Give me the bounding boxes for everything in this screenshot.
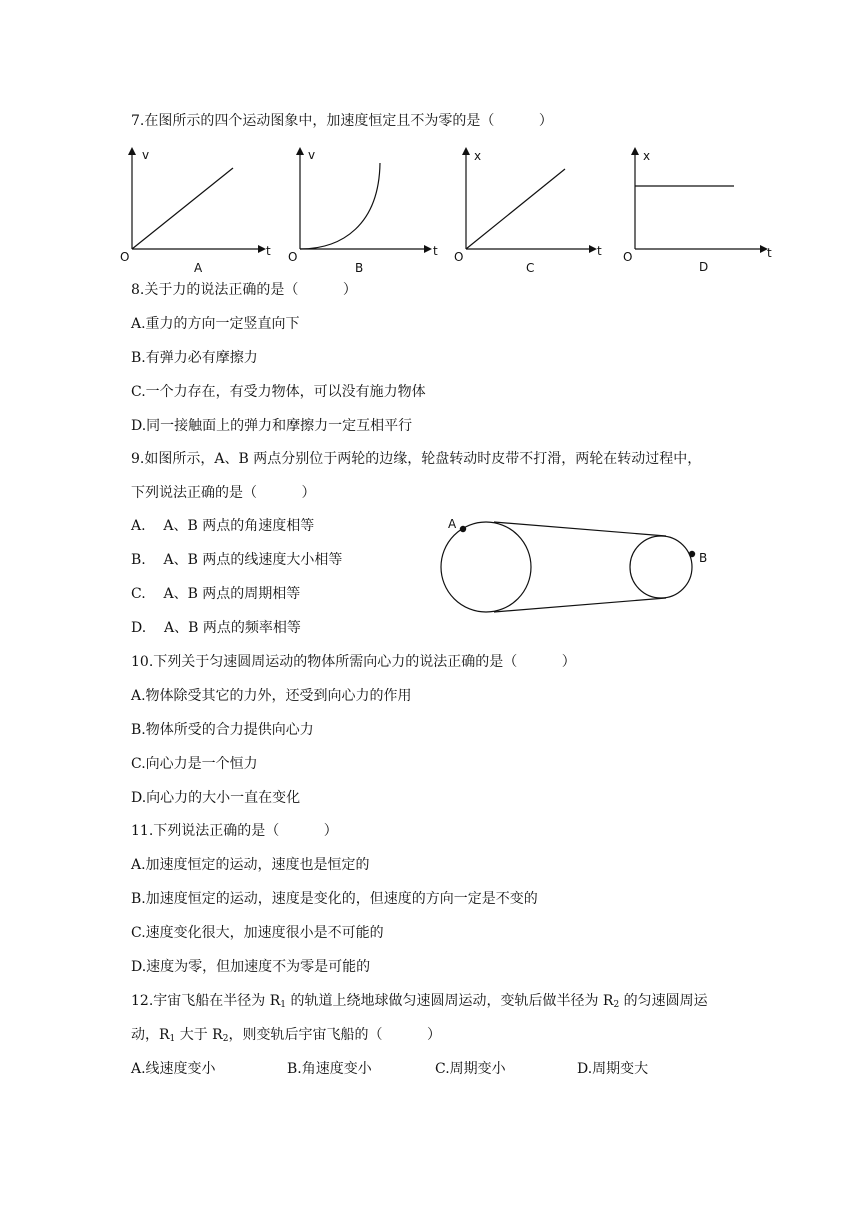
point-a-label: A (448, 517, 457, 531)
q11-stem: 11.下列说法正确的是（ ） (131, 823, 338, 839)
graph-c-caption: C (526, 261, 535, 275)
q10-option-d: D.向心力的大小一直在变化 (131, 790, 301, 806)
q9-option-b: B. A、B 两点的线速度大小相等 (131, 552, 343, 568)
graph-a-y-label: v (142, 148, 150, 162)
q8-stem: 8.关于力的说法正确的是（ ） (131, 282, 357, 298)
q9-stem-line1: 9.如图所示，A、B 两点分别位于两轮的边缘，轮盘转动时皮带不打滑，两轮在转动过程中， (131, 451, 702, 467)
graph-b (287, 145, 447, 275)
pulley-figure (430, 505, 720, 625)
q11-option-d: D.速度为零，但加速度不为零是可能的 (131, 959, 371, 975)
graph-d-caption: D (699, 260, 709, 274)
graph-d-origin: O (623, 250, 633, 264)
graph-b-x-label: t (433, 244, 438, 258)
graph-c (452, 145, 612, 275)
q8-option-a: A.重力的方向一定竖直向下 (131, 316, 300, 332)
q9-option-c: C. A、B 两点的周期相等 (131, 586, 301, 602)
q12-option-a: A.线速度变小 (131, 1061, 216, 1077)
q8-option-c: C.一个力存在，有受力物体，可以没有施力物体 (131, 384, 426, 400)
q11-option-c: C.速度变化很大，加速度很小是不可能的 (131, 925, 384, 941)
graph-a-x-label: t (266, 244, 271, 258)
q12-option-b: B.角速度变小 (287, 1061, 372, 1077)
q12-option-d: D.周期变大 (577, 1061, 649, 1077)
point-b-label: B (699, 551, 708, 565)
q11-option-a: A.加速度恒定的运动，速度也是恒定的 (131, 857, 370, 873)
graph-c-y-label: x (474, 149, 482, 163)
q8-option-d: D.同一接触面上的弹力和摩擦力一定互相平行 (131, 418, 413, 434)
q10-stem: 10.下列关于匀速圆周运动的物体所需向心力的说法正确的是（ ） (131, 654, 576, 670)
q7-stem: 7.在图所示的四个运动图象中，加速度恒定且不为零的是（ ） (131, 113, 553, 129)
graph-d (621, 145, 781, 275)
graph-c-origin: O (454, 250, 464, 264)
graph-c-x-label: t (597, 244, 602, 258)
graph-b-origin: O (288, 250, 298, 264)
graph-b-y-label: v (308, 148, 316, 162)
graph-b-caption: B (355, 261, 364, 275)
q11-option-b: B.加速度恒定的运动，速度是变化的，但速度的方向一定是不变的 (131, 891, 538, 907)
q10-option-a: A.物体除受其它的力外，还受到向心力的作用 (131, 688, 412, 704)
q12-stem-line1: 12.宇宙飞船在半径为 $R_1$ 的轨道上绕地球做匀速圆周运动，变轨后做半径为 $R_2$ 的匀速圆周运 (131, 993, 708, 1010)
q10-option-b: B.物体所受的合力提供向心力 (131, 722, 314, 738)
q9-option-a: A. A、B 两点的角速度相等 (131, 518, 315, 534)
q12-options (131, 1059, 731, 1079)
q12-stem-line2: 动，$R_1$ 大于 $R_2$，则变轨后宇宙飞船的（ ） (131, 1027, 441, 1044)
q12-option-c: C.周期变小 (435, 1061, 506, 1077)
q8-option-b: B.有弹力必有摩擦力 (131, 350, 258, 366)
q9-option-d: D. A、B 两点的频率相等 (131, 620, 301, 636)
graph-a (118, 145, 278, 275)
graph-a-caption: A (194, 261, 203, 275)
graph-d-y-label: x (643, 149, 651, 163)
q10-option-c: C.向心力是一个恒力 (131, 756, 258, 772)
q9-stem-line2: 下列说法正确的是（ ） (131, 485, 316, 501)
graph-d-x-label: t (767, 246, 772, 260)
graph-a-origin: O (120, 250, 130, 264)
